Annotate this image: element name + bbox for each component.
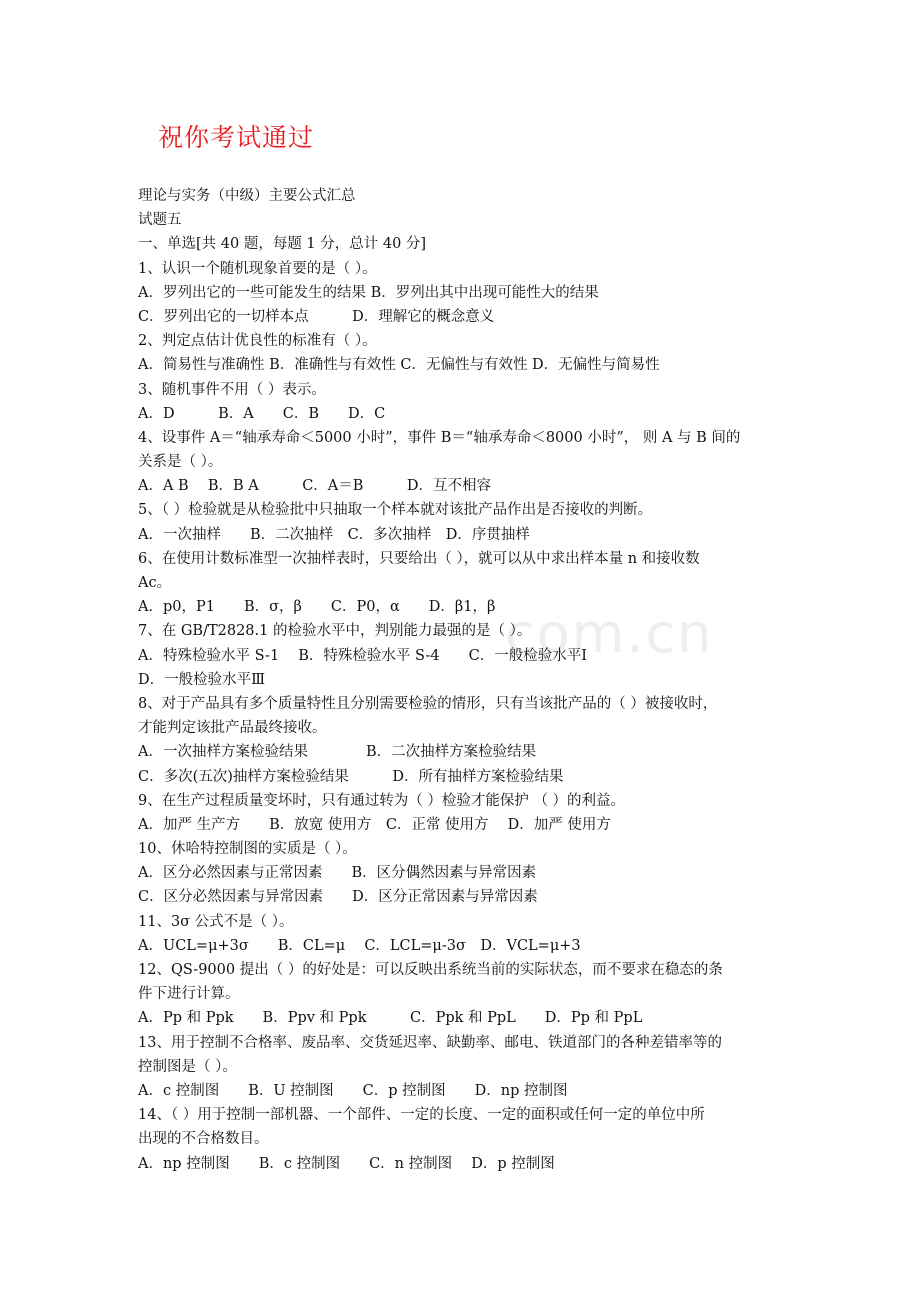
- watermark-text: com.cn: [505, 602, 714, 665]
- text-line: A．简易性与准确性 B．准确性与有效性 C．无偏性与有效性 D．无偏性与简易性: [138, 357, 660, 374]
- text-line: C．罗列出它的一切样本点 D．理解它的概念意义: [138, 308, 495, 325]
- text-line: A．区分必然因素与正常因素 B．区分偶然因素与异常因素: [138, 865, 537, 882]
- text-line: 控制图是（ ）。: [138, 1058, 237, 1075]
- text-line: 8、对于产品具有多个质量特性且分别需要检验的情形，只有当该批产品的（ ）被接收时，: [138, 695, 718, 712]
- text-line: 出现的不合格数目。: [138, 1131, 269, 1148]
- text-line: C．区分必然因素与异常因素 D．区分正常因素与异常因素: [138, 889, 538, 906]
- text-line: 12、QS-9000 提出（ ）的好处是：可以反映出系统当前的实际状态，而不要求在稳态的条: [138, 962, 723, 978]
- text-line: Ac。: [138, 575, 172, 591]
- text-line: 关系是（ ）。: [138, 454, 223, 471]
- text-line: A．p0，P1 B．σ，β C．P0，α D．β1，β: [138, 599, 496, 616]
- text-line: 10、休哈特控制图的实质是（ ）。: [138, 841, 357, 858]
- text-line: 才能判定该批产品最终接收。: [138, 720, 327, 737]
- text-line: 5、（ ）检验就是从检验批中只抽取一个样本就对该批产品作出是否接收的判断。: [138, 502, 653, 519]
- text-line: 11、3σ 公式不是（ ）。: [138, 913, 294, 930]
- question-list: [138, 257, 788, 1176]
- section-header: 一、单选[共 40 题，每题 1 分，总计 40 分]: [138, 236, 427, 253]
- text-line: 13、用于控制不合格率、废品率、交货延迟率、缺勤率、邮电、铁道部门的各种差错率等的: [138, 1034, 722, 1051]
- text-line: A．Pp 和 Ppk B．Ppv 和 Ppk C．Ppk 和 PpL D．Pp 和 PpL: [138, 1010, 643, 1027]
- text-line: A．UCL=μ+3σ B．CL=μ C．LCL=μ-3σ D．VCL=μ+3: [138, 937, 581, 954]
- document-title: 理论与实务（中级）主要公式汇总: [138, 188, 356, 204]
- text-line: 6、在使用计数标准型一次抽样表时，只要给出（ ），就可以从中求出样本量 n 和接收数: [138, 550, 700, 567]
- text-line: 3、随机事件不用（ ）表示。: [138, 381, 326, 398]
- text-line: D．一般检验水平Ⅲ: [138, 671, 266, 688]
- text-line: A．np 控制图 B．c 控制图 C．n 控制图 D．p 控制图: [138, 1155, 555, 1172]
- text-line: A．加严 生产方 B．放宽 使用方 C．正常 使用方 D．加严 使用方: [138, 816, 611, 833]
- text-line: A．特殊检验水平 S-1 B．特殊检验水平 S-4 C．一般检验水平Ⅰ: [138, 647, 587, 664]
- text-line: 14、（ ）用于控制一部机器、一个部件、一定的长度、一定的面积或任何一定的单位中所: [138, 1107, 705, 1124]
- text-line: A．A B B．B A C．A＝B D．互不相容: [138, 478, 492, 495]
- text-line: A．罗列出它的一些可能发生的结果 B．罗列出其中出现可能性大的结果: [138, 284, 599, 301]
- text-line: A．一次抽样方案检验结果 B．二次抽样方案检验结果: [138, 744, 537, 761]
- text-line: A．D B．A C．B D．C: [138, 405, 386, 422]
- text-line: 2、判定点估计优良性的标准有（ ）。: [138, 333, 377, 350]
- text-line: 1、认识一个随机现象首要的是（ ）。: [138, 260, 377, 277]
- text-line: A．c 控制图 B．U 控制图 C．p 控制图 D．np 控制图: [138, 1082, 568, 1099]
- text-line: C．多次(五次)抽样方案检验结果 D．所有抽样方案检验结果: [138, 768, 564, 785]
- text-line: A．一次抽样 B．二次抽样 C．多次抽样 D．序贯抽样: [138, 526, 530, 543]
- greeting-heading: 祝你考试通过: [158, 123, 315, 152]
- text-line: 件下进行计算。: [138, 986, 240, 1003]
- exam-title: 试题五: [138, 212, 182, 229]
- document-body: [138, 184, 788, 1176]
- text-line: 7、在 GB/T2828.1 的检验水平中，判别能力最强的是（ ）。: [138, 623, 532, 640]
- text-line: 4、设事件 A＝“轴承寿命＜5000 小时”，事件 B＝“轴承寿命＜8000 小时”， 则 A 与 B 间的: [138, 429, 741, 446]
- text-line: 9、在生产过程质量变坏时，只有通过转为（ ）检验才能保护 （ ）的利益。: [138, 792, 626, 809]
